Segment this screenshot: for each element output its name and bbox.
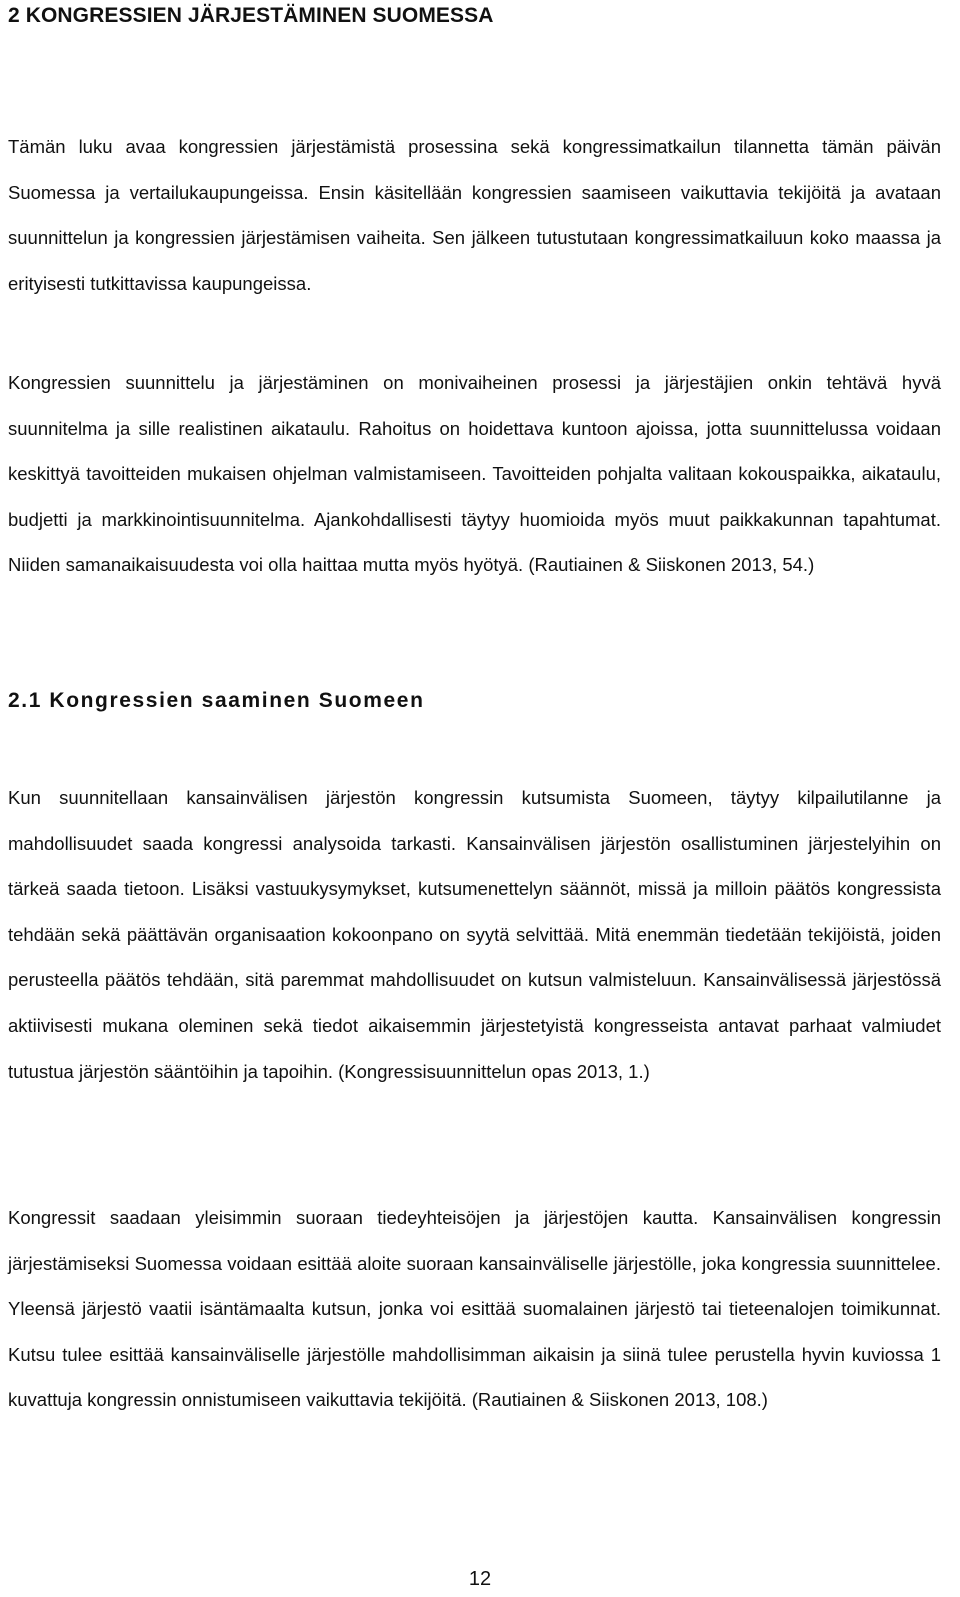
paragraph-sources: Kongressit saadaan yleisimmin suoraan tiedeyhteisöjen ja järjestöjen kautta. Kansainvälisen kongressin järjestämiseksi Suomessa voidaan esittää aloite suoraan kansainväliselle järjestölle, joka kongressia suunnittelee. Yleensä järjestö vaatii isäntämaalta kutsun, jonka voi esittää suomalainen järjestö tai tieteenalojen toimikunnat. Kutsu tulee esittää kansainväliselle järjestölle mahdollisimman aikaisin ja siinä tulee perustella hyvin kuviossa 1 kuvattuja kongressin onnistumiseen vaikuttavia tekijöitä. (Rautiainen & Siiskonen 2013, 108.) xyxy=(8,1207,941,1411)
paragraph-bidding: Kun suunnitellaan kansainvälisen järjestön kongressin kutsumista Suomeen, täytyy kilpailutilanne ja mahdollisuudet saada kongressi analysoida tarkasti. Kansainvälisen järjestön osallistuminen järjestelyihin on tärkeä saada tietoon. Lisäksi vastuukysymykset, kutsumenettelyn säännöt, missä ja milloin päätös kongressista tehdään sekä päättävän organisaation kokoonpano on syytä selvittää. Mitä enemmän tiedetään tekijöistä, joiden perusteella päätös tehdään, sitä paremmat mahdollisuudet on kutsun valmisteluun. Kansainvälisessä järjestössä aktiivisesti mukana oleminen sekä tiedot aikaisemmin järjestetyistä kongresseista antavat parhaat valmiudet tutustua järjestön sääntöihin ja tapoihin. (Kongressisuunnittelun opas 2013, 1.) xyxy=(8,787,941,1082)
chapter-title: 2 KONGRESSIEN JÄRJESTÄMINEN SUOMESSA xyxy=(8,4,494,27)
page-number: 12 xyxy=(468,1568,492,1590)
section-title: 2.1 Kongressien saaminen Suomeen xyxy=(8,689,425,712)
paragraph-planning: Kongressien suunnittelu ja järjestäminen on monivaiheinen prosessi ja järjestäjien onkin tehtävä hyvä suunnitelma ja sille realistinen aikataulu. Rahoitus on hoidettava kuntoon ajoissa, jotta suunnittelussa voidaan keskittyä tavoitteiden mukaisen ohjelman valmistamiseen. Tavoitteiden pohjalta valitaan kokouspaikka, aikataulu, budjetti ja markkinointisuunnitelma. Ajankohdallisesti täytyy huomioida myös muut paikkakunnan tapahtumat. Niiden samanaikaisuudesta voi olla haittaa mutta myös hyötyä. (Rautiainen & Siiskonen 2013, 54.) xyxy=(8,372,941,576)
paragraph-intro: Tämän luku avaa kongressien järjestämistä prosessina sekä kongressimatkailun tilannetta tämän päivän Suomessa ja vertailukaupungeissa. Ensin käsitellään kongressien saamiseen vaikuttavia tekijöitä ja avataan suunnittelun ja kongressien järjestämisen vaiheita. Sen jälkeen tutustutaan kongressimatkailuun koko maassa ja erityisesti tutkittavissa kaupungeissa. xyxy=(8,136,941,294)
